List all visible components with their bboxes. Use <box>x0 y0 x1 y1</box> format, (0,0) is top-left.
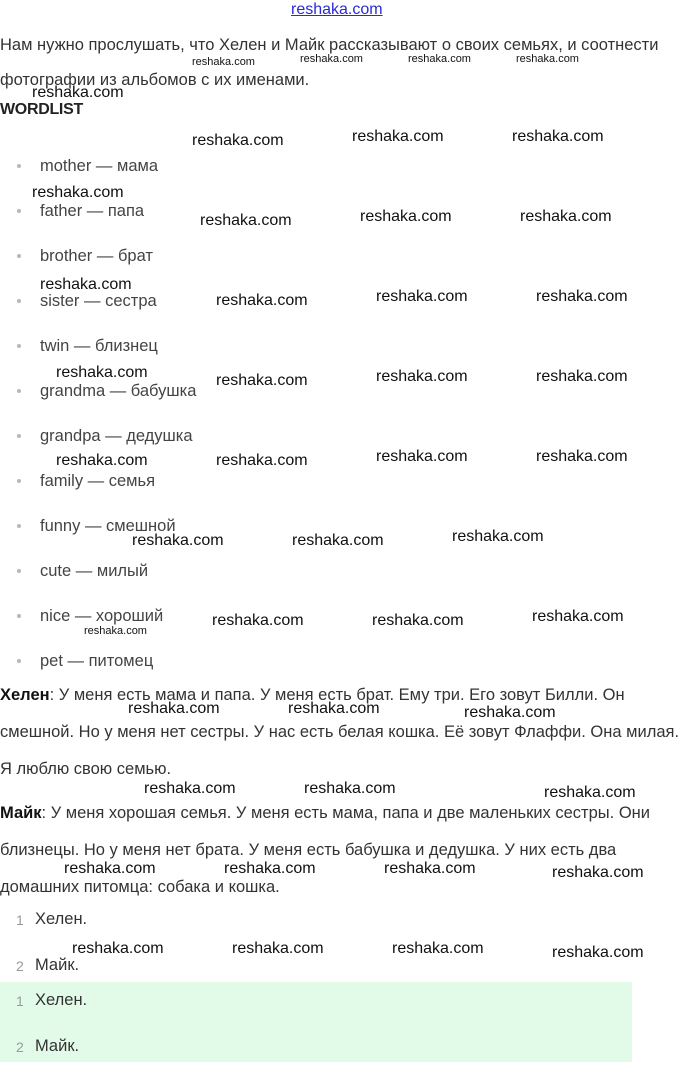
bullet-icon <box>17 299 21 303</box>
wordlist-item-text: mother — мама <box>40 157 159 175</box>
watermark: reshaka.com <box>392 940 484 957</box>
watermark: reshaka.com <box>216 292 308 309</box>
answer-key-number: 2 <box>16 1039 24 1055</box>
wordlist-item-text: sister — сестра <box>40 292 157 310</box>
watermark: reshaka.com <box>452 528 544 545</box>
watermark: reshaka.com <box>292 532 384 549</box>
wordlist-item-text: twin — близнец <box>40 337 158 355</box>
watermark: reshaka.com <box>376 448 468 465</box>
watermark: reshaka.com <box>516 53 579 65</box>
watermark: reshaka.com <box>532 608 624 625</box>
bullet-icon <box>17 524 21 528</box>
answer-key-item <box>0 1032 680 1078</box>
watermark: reshaka.com <box>376 368 468 385</box>
watermark: reshaka.com <box>376 288 468 305</box>
bullet-icon <box>17 569 21 573</box>
watermark: reshaka.com <box>216 452 308 469</box>
helen-text: : У меня есть мама и папа. У меня есть брат. Ему три. Его зовут Билли. Он смешной. Но у меня нет сестры. У нас есть белая кошка. Её зовут Флаффи. Она милая. Я люблю свою семью. <box>0 686 680 778</box>
watermark: reshaka.com <box>212 612 304 629</box>
wordlist-item-text: pet — питомец <box>40 652 154 670</box>
watermark: reshaka.com <box>40 276 132 293</box>
bullet-icon <box>17 164 21 168</box>
watermark: reshaka.com <box>512 128 604 145</box>
bullet-icon <box>17 389 21 393</box>
watermark: reshaka.com <box>352 128 444 145</box>
speaker-mike: Майк <box>0 804 42 822</box>
wordlist-item-text: grandma — бабушка <box>40 382 197 400</box>
watermark: reshaka.com <box>372 612 464 629</box>
wordlist-heading: WORDLIST <box>0 101 83 118</box>
wordlist <box>0 150 196 690</box>
answer-key-text: Хелен. <box>35 991 88 1009</box>
bullet-icon <box>17 614 21 618</box>
watermark: reshaka.com <box>144 780 236 797</box>
bullet-icon <box>17 434 21 438</box>
watermark: reshaka.com <box>84 625 147 637</box>
answer-key-number: 1 <box>16 993 24 1009</box>
wordlist-item <box>0 600 196 645</box>
watermark: reshaka.com <box>32 184 124 201</box>
watermark: reshaka.com <box>224 860 316 877</box>
watermark: reshaka.com <box>200 212 292 229</box>
bullet-icon <box>17 659 21 663</box>
wordlist-item-text: nice — хороший <box>40 607 164 625</box>
watermark: reshaka.com <box>536 448 628 465</box>
site-link[interactable]: reshaka.com <box>291 1 383 18</box>
mike-story <box>0 795 680 906</box>
watermark: reshaka.com <box>56 452 148 469</box>
watermark: reshaka.com <box>288 700 380 717</box>
watermark: reshaka.com <box>536 368 628 385</box>
watermark: reshaka.com <box>544 784 636 801</box>
watermark: reshaka.com <box>72 940 164 957</box>
wordlist-item-text: grandpa — дедушка <box>40 427 193 445</box>
watermark: reshaka.com <box>32 84 124 101</box>
watermark: reshaka.com <box>552 864 644 881</box>
speaker-helen: Хелен <box>0 686 50 704</box>
wordlist-item-text: brother — брат <box>40 247 153 265</box>
answer-text: Хелен. <box>35 910 88 928</box>
watermark: reshaka.com <box>128 700 220 717</box>
watermark: reshaka.com <box>192 132 284 149</box>
answer-key-list <box>0 986 680 1078</box>
wordlist-item <box>0 465 196 510</box>
watermark: reshaka.com <box>64 860 156 877</box>
bullet-icon <box>17 344 21 348</box>
answer-text: Майк. <box>35 956 80 974</box>
watermark: reshaka.com <box>56 364 148 381</box>
answer-key-text: Майк. <box>35 1037 80 1055</box>
helen-story <box>0 677 680 788</box>
wordlist-item-text: funny — смешной <box>40 517 176 535</box>
watermark: reshaka.com <box>384 860 476 877</box>
bullet-icon <box>17 479 21 483</box>
watermark: reshaka.com <box>408 53 471 65</box>
bullet-icon <box>17 209 21 213</box>
watermark: reshaka.com <box>520 208 612 225</box>
watermark: reshaka.com <box>536 288 628 305</box>
watermark: reshaka.com <box>360 208 452 225</box>
intro-paragraph: Нам нужно прослушать, что Хелен и Майк рассказывают о своих семьях, и соотнести фотографии из альбомов с их именами. <box>0 36 659 89</box>
watermark: reshaka.com <box>304 780 396 797</box>
watermark: reshaka.com <box>552 944 644 961</box>
wordlist-item-text: cute — милый <box>40 562 149 580</box>
answer-number: 1 <box>16 912 24 928</box>
watermark: reshaka.com <box>192 56 255 68</box>
wordlist-item-text: father — папа <box>40 202 145 220</box>
watermark: reshaka.com <box>300 53 363 65</box>
watermark: reshaka.com <box>132 532 224 549</box>
wordlist-item <box>0 555 196 600</box>
answer-number: 2 <box>16 958 24 974</box>
bullet-icon <box>17 254 21 258</box>
answer-key-item <box>0 986 680 1032</box>
wordlist-item-text: family — семья <box>40 472 156 490</box>
mike-text: : У меня хорошая семья. У меня есть мама, папа и две маленьких сестры. Они близнецы. Но у меня нет брата. У меня есть бабушка и дедушка. У них есть два домашних питомца: собака и кошка. <box>0 804 650 896</box>
watermark: reshaka.com <box>464 704 556 721</box>
watermark: reshaka.com <box>232 940 324 957</box>
watermark: reshaka.com <box>216 372 308 389</box>
